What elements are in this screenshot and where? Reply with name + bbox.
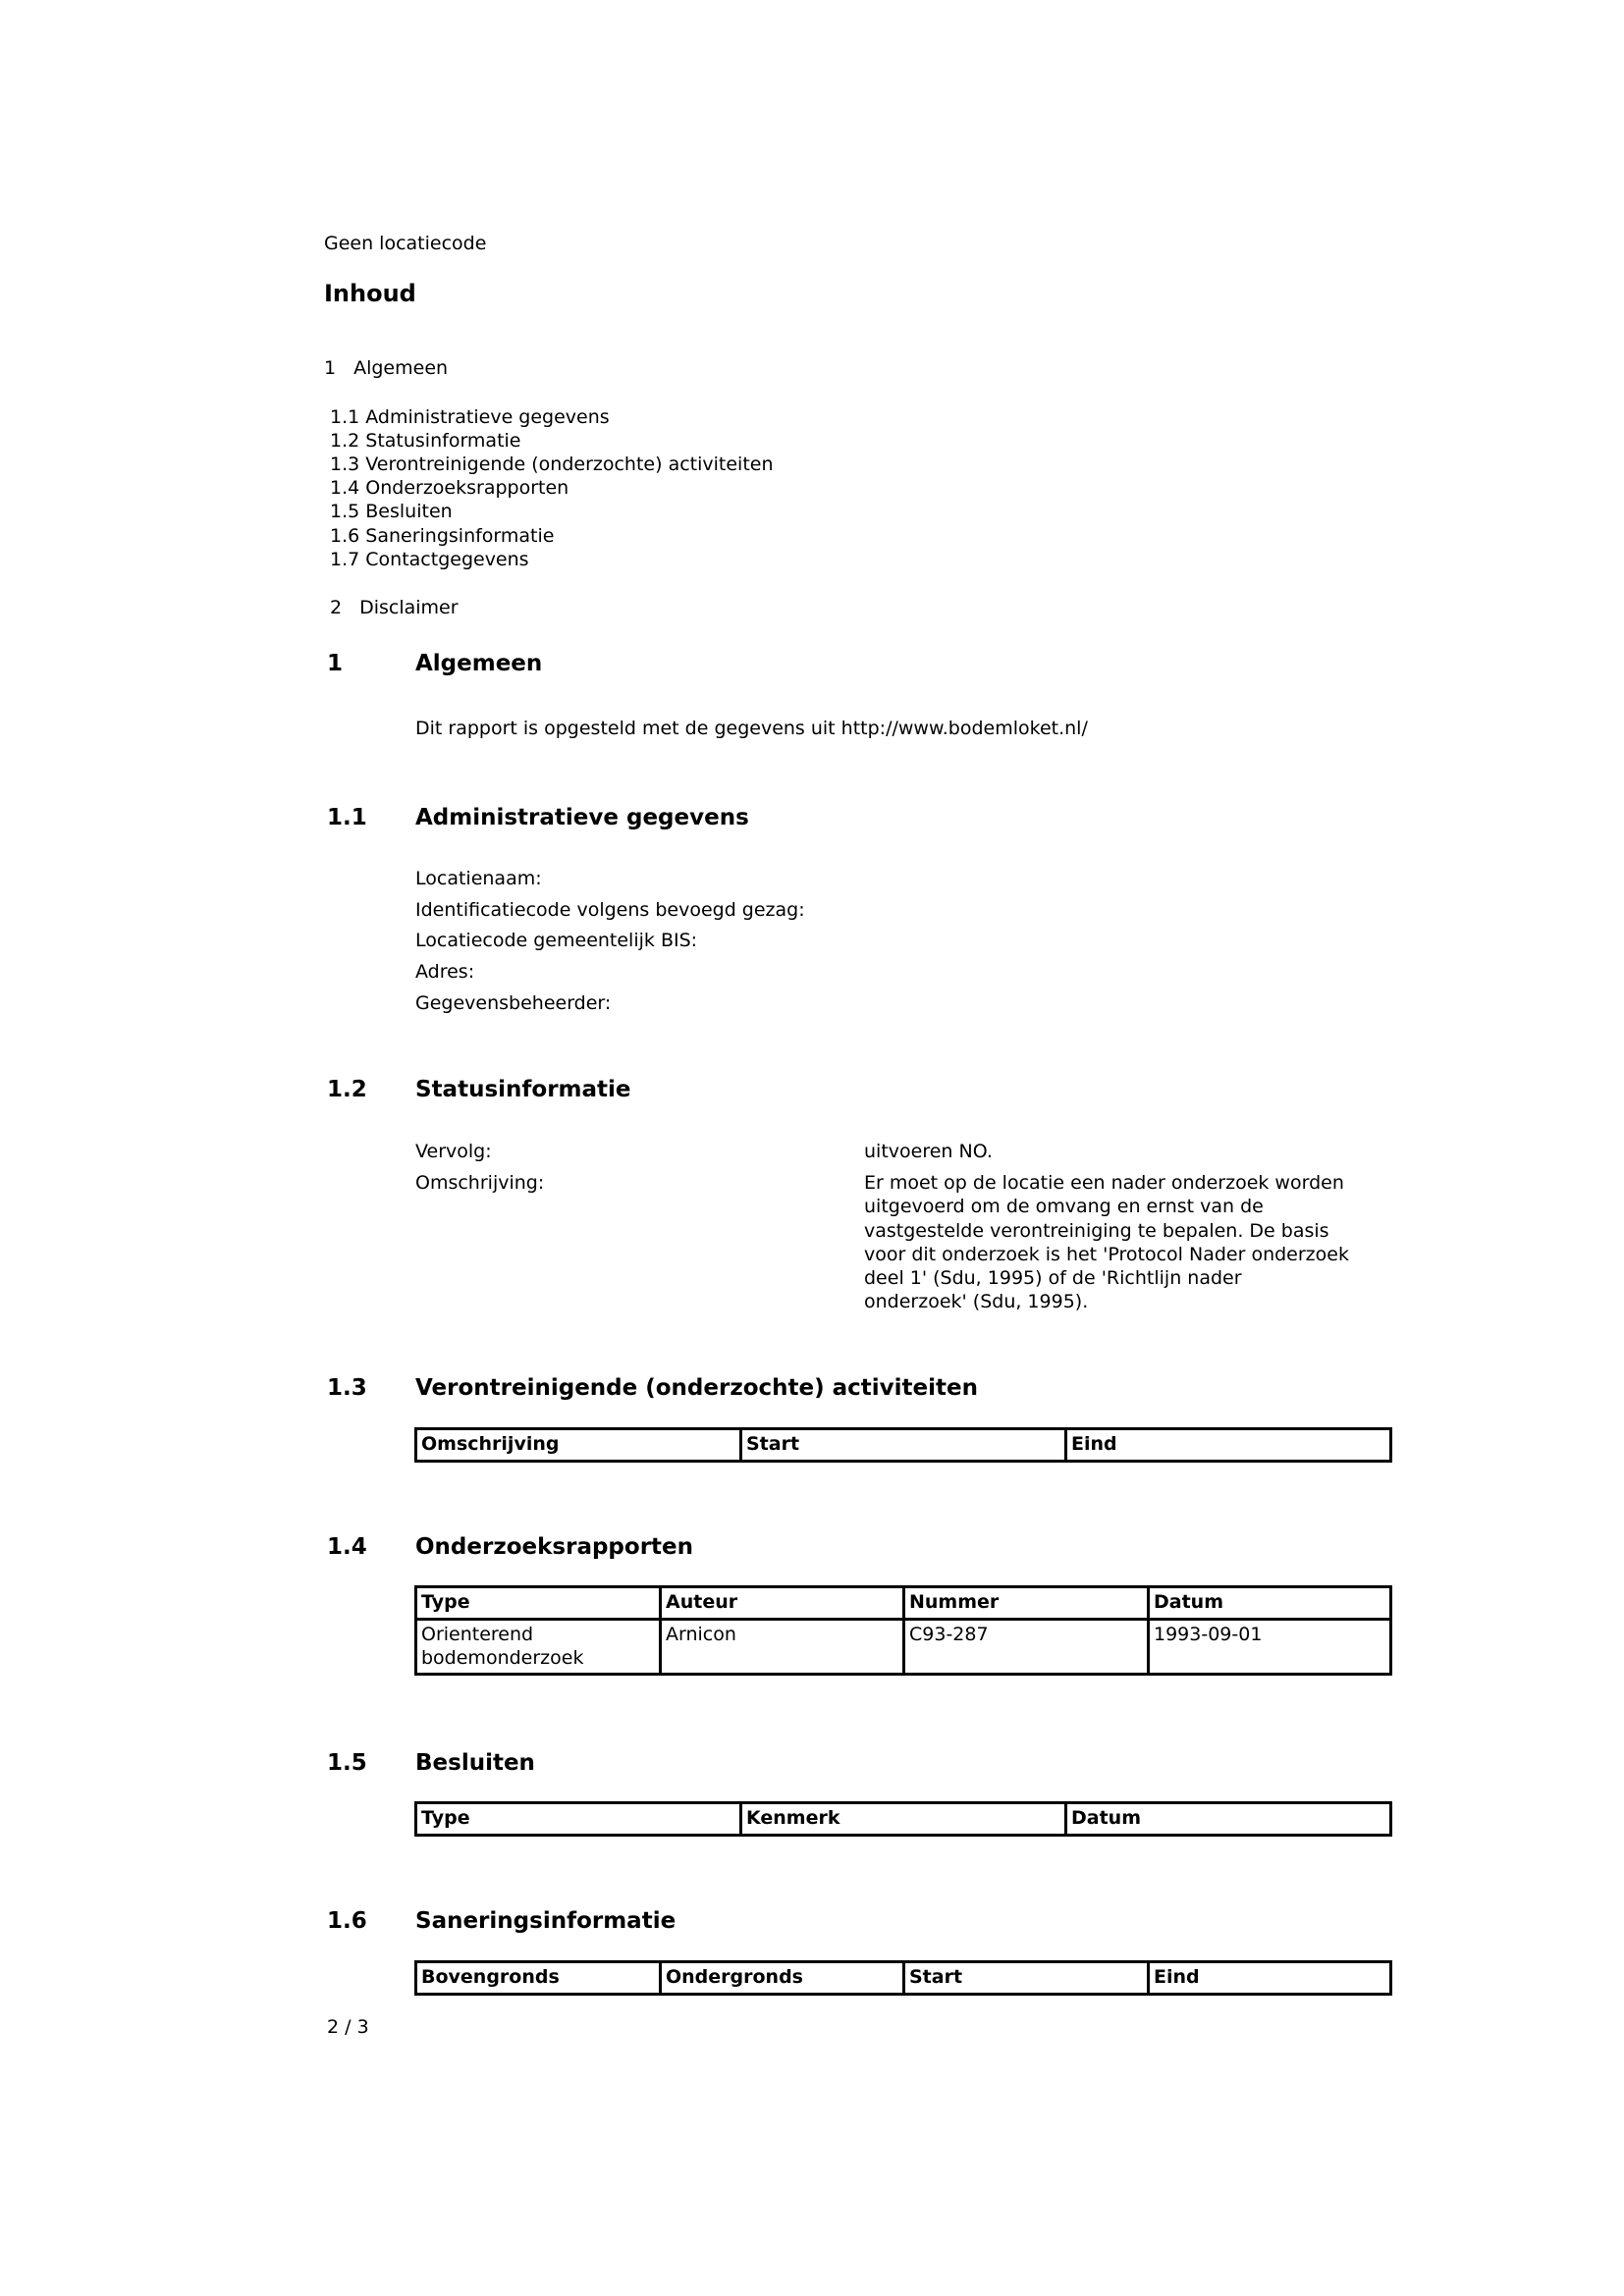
toc-item-label: Statusinformatie xyxy=(365,430,521,452)
section-title-rapporten: Onderzoeksrapporten xyxy=(415,1534,694,1560)
section-title-besluiten: Besluiten xyxy=(415,1750,535,1776)
section-number: 1.1 xyxy=(327,805,367,830)
field-locatienaam: Locatienaam: xyxy=(415,868,542,889)
toc-item-number: 1.6 xyxy=(330,525,360,547)
table-header-row xyxy=(416,1803,1391,1836)
column-header: Type xyxy=(416,1803,741,1836)
description-line: uitgevoerd om de omvang en ernst van de xyxy=(864,1196,1264,1218)
section-number: 1.5 xyxy=(327,1750,367,1776)
table-header-row xyxy=(416,1429,1391,1462)
field-vervolg-label: Vervolg: xyxy=(415,1141,492,1162)
toc-item-1-1[interactable] xyxy=(330,405,610,429)
column-header: Start xyxy=(904,1962,1149,1995)
description-line: Er moet op de locatie een nader onderzoek worden xyxy=(864,1172,1344,1194)
toc-item-1-4[interactable] xyxy=(330,476,568,500)
column-header: Omschrijving xyxy=(416,1429,741,1462)
description-line: onderzoek' (Sdu, 1995). xyxy=(864,1291,1089,1313)
cell-auteur: Arnicon xyxy=(661,1620,904,1675)
reports-table xyxy=(414,1585,1392,1676)
field-vervolg-value: uitvoeren NO. xyxy=(864,1141,993,1162)
field-gegevensbeheerder: Gegevensbeheerder: xyxy=(415,992,612,1014)
column-header: Datum xyxy=(1066,1803,1391,1836)
table-row xyxy=(416,1620,1391,1675)
toc-item-number: 1.7 xyxy=(330,549,360,570)
toc-item-number: 1.5 xyxy=(330,501,360,522)
field-adres: Adres: xyxy=(415,961,475,983)
table-header-row xyxy=(416,1587,1391,1620)
column-header: Nummer xyxy=(904,1587,1149,1620)
cell-text: Orienterend xyxy=(421,1624,534,1645)
toc-item-number: 1.3 xyxy=(330,454,360,475)
remediation-table xyxy=(414,1960,1392,1996)
section-title-administratief: Administratieve gegevens xyxy=(415,805,749,830)
report-source-text: Dit rapport is opgesteld met de gegevens uit http://www.bodemloket.nl/ xyxy=(415,718,1088,739)
table-header-row xyxy=(416,1962,1391,1995)
column-header: Auteur xyxy=(661,1587,904,1620)
location-code-label: Geen locatiecode xyxy=(324,233,487,254)
section-number: 1.3 xyxy=(327,1375,367,1401)
toc-item-label: Saneringsinformatie xyxy=(365,525,555,547)
field-omschrijving-value xyxy=(864,1171,1349,1314)
section-number: 1 xyxy=(327,651,344,676)
toc-item-number: 1.4 xyxy=(330,477,360,499)
toc-item-number: 1.2 xyxy=(330,430,360,452)
section-number: 1.4 xyxy=(327,1534,367,1560)
toc-item-label: Administratieve gegevens xyxy=(365,406,610,428)
section-number: 1.2 xyxy=(327,1077,367,1102)
section-title-algemeen: Algemeen xyxy=(415,651,543,676)
toc-item-1-2[interactable] xyxy=(330,429,521,453)
decisions-table xyxy=(414,1801,1392,1837)
field-locatiecode-bis: Locatiecode gemeentelijk BIS: xyxy=(415,930,698,951)
description-line: voor dit onderzoek is het 'Protocol Nader onderzoek xyxy=(864,1243,1349,1265)
toc-item-label: Contactgegevens xyxy=(365,549,529,570)
section-number: 1.6 xyxy=(327,1908,367,1934)
toc-item-label: Algemeen xyxy=(353,357,449,379)
cell-datum: 1993-09-01 xyxy=(1149,1620,1391,1675)
toc-item-2[interactable] xyxy=(330,596,459,619)
column-header: Bovengronds xyxy=(416,1962,661,1995)
cell-nummer: C93-287 xyxy=(904,1620,1149,1675)
toc-item-number: 2 xyxy=(330,597,343,618)
toc-item-number: 1 xyxy=(324,357,337,379)
cell-text: bodemonderzoek xyxy=(421,1647,584,1669)
cell-type xyxy=(416,1620,661,1675)
toc-item-1[interactable] xyxy=(324,356,448,380)
activities-table xyxy=(414,1427,1392,1463)
column-header: Kenmerk xyxy=(741,1803,1066,1836)
column-header: Eind xyxy=(1066,1429,1391,1462)
column-header: Start xyxy=(741,1429,1066,1462)
page-indicator: 2 / 3 xyxy=(327,2016,369,2038)
description-line: deel 1' (Sdu, 1995) of de 'Richtlijn nader xyxy=(864,1267,1242,1290)
column-header: Eind xyxy=(1149,1962,1391,1995)
column-header: Ondergronds xyxy=(661,1962,904,1995)
field-omschrijving-label: Omschrijving: xyxy=(415,1172,545,1194)
column-header: Type xyxy=(416,1587,661,1620)
toc-item-label: Onderzoeksrapporten xyxy=(365,477,569,499)
toc-item-1-7[interactable] xyxy=(330,548,529,571)
toc-item-label: Disclaimer xyxy=(359,597,459,618)
toc-item-1-5[interactable] xyxy=(330,500,453,523)
toc-item-1-6[interactable] xyxy=(330,524,554,548)
section-title-sanering: Saneringsinformatie xyxy=(415,1908,677,1934)
section-title-activiteiten: Verontreinigende (onderzochte) activiteiten xyxy=(415,1375,979,1401)
section-title-status: Statusinformatie xyxy=(415,1077,631,1102)
toc-item-label: Verontreinigende (onderzochte) activiteiten xyxy=(365,454,774,475)
toc-item-number: 1.1 xyxy=(330,406,360,428)
toc-item-1-3[interactable] xyxy=(330,453,774,476)
toc-title: Inhoud xyxy=(324,280,416,307)
column-header: Datum xyxy=(1149,1587,1391,1620)
field-identificatiecode: Identificatiecode volgens bevoegd gezag: xyxy=(415,899,805,921)
description-line: vastgestelde verontreiniging te bepalen. De basis xyxy=(864,1219,1329,1242)
toc-item-label: Besluiten xyxy=(365,501,453,522)
